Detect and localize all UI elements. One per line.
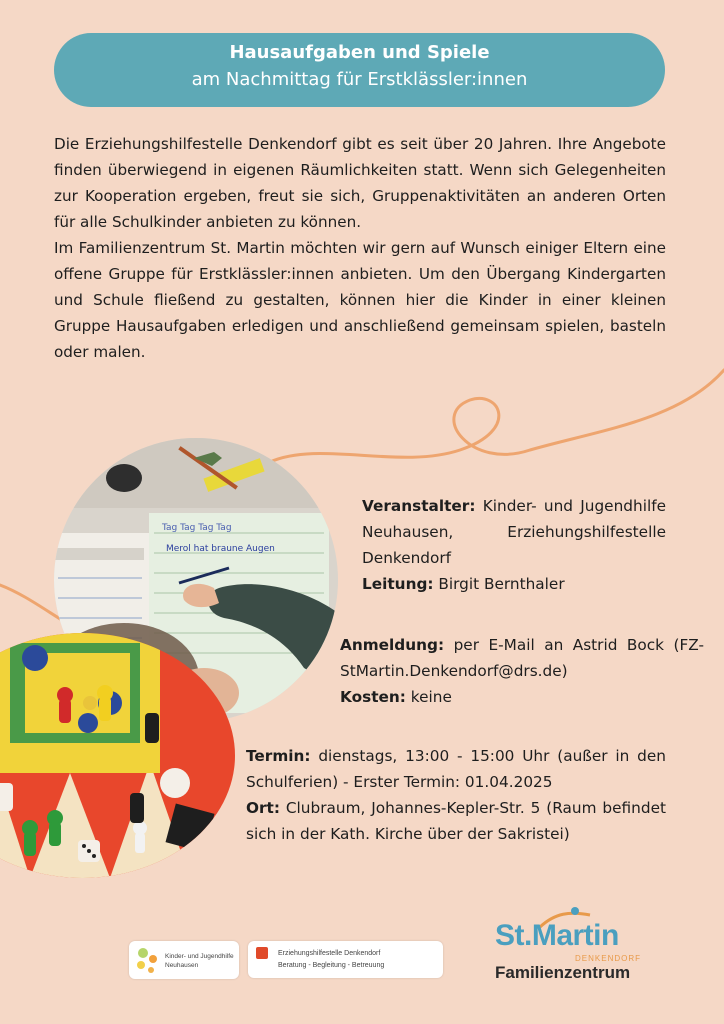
intro-text xyxy=(54,131,666,365)
ehs-mark-icon xyxy=(256,947,268,959)
notebook-line-2: Tag Tag Tag Tag xyxy=(162,523,232,533)
st-martin-place: DENKENDORF xyxy=(575,954,642,963)
erziehungshilfestelle-logo xyxy=(248,941,443,978)
organizer-label: Veranstalter: xyxy=(362,497,476,515)
lead-label: Leitung: xyxy=(362,575,434,593)
notebook-line-1: Merol hat braune Augen xyxy=(166,544,275,554)
organizer-value: Kinder- und Jugendhilfe Neuhausen, Erziehungshilfestelle Denkendorf xyxy=(362,497,666,567)
page-subtitle: am Nachmittag für Erstklässler:innen xyxy=(191,69,528,90)
kjh-name-line1: Kinder- und Jugendhilfe xyxy=(165,953,234,960)
schedule-block xyxy=(246,743,666,847)
page-title: Hausaufgaben und Spiele xyxy=(229,42,490,63)
ehs-name-line1: Erziehungshilfestelle Denkendorf xyxy=(278,950,381,957)
lead-value: Birgit Bernthaler xyxy=(438,575,565,593)
schedule-value: dienstags, 13:00 - 15:00 Uhr (außer in den Schulferien) - Erster Termin: 01.04.2025 xyxy=(246,747,666,791)
registration-value: per E-Mail an Astrid Bock (FZ-StMartin.Denkendorf@drs.de) xyxy=(340,636,704,680)
st-martin-subtitle: Familienzentrum xyxy=(495,963,631,982)
registration-label: Anmeldung: xyxy=(340,636,445,654)
intro-paragraph-1: Die Erziehungshilfestelle Denkendorf gibt es seit über 20 Jahren. Ihre Angebote finden überwiegend in eigenen Räumlichkeiten statt. Wenn sich Gelegenheiten zur Kooperation ergeben, freut sie sich, Gruppenaktivitäten an anderen Orten für alle Schulkinder anbieten zu können. xyxy=(54,135,666,231)
st-martin-name: St.Martin xyxy=(495,919,619,952)
ehs-name-line2: Beratung - Begleitung - Betreuung xyxy=(278,962,385,969)
kjh-name-line2: Neuhausen xyxy=(165,962,199,969)
schedule-label: Termin: xyxy=(246,747,311,765)
intro-paragraph-2: Im Familienzentrum St. Martin möchten wir gern auf Wunsch einiger Eltern eine offene Gruppe für Erstklässler:innen anbieten. Um den Übergang Kindergarten und Schule fließend zu gestalten, können hier die Kinder in einer kleinen Gruppe Hausaufgaben erledigen und anschließend gemeinsam spielen, basteln oder malen. xyxy=(54,239,666,361)
title-banner xyxy=(54,33,665,107)
organizer-block xyxy=(362,493,666,597)
cost-label: Kosten: xyxy=(340,688,406,706)
kjh-dots-icon xyxy=(131,941,165,979)
kjh-neuhausen-logo xyxy=(129,941,239,979)
place-label: Ort: xyxy=(246,799,280,817)
registration-block xyxy=(340,632,704,710)
st-martin-logo xyxy=(495,905,645,985)
cost-value: keine xyxy=(410,688,452,706)
place-value: Clubraum, Johannes-Kepler-Str. 5 (Raum befindet sich in der Kath. Kirche über der Sakristei) xyxy=(246,799,666,843)
